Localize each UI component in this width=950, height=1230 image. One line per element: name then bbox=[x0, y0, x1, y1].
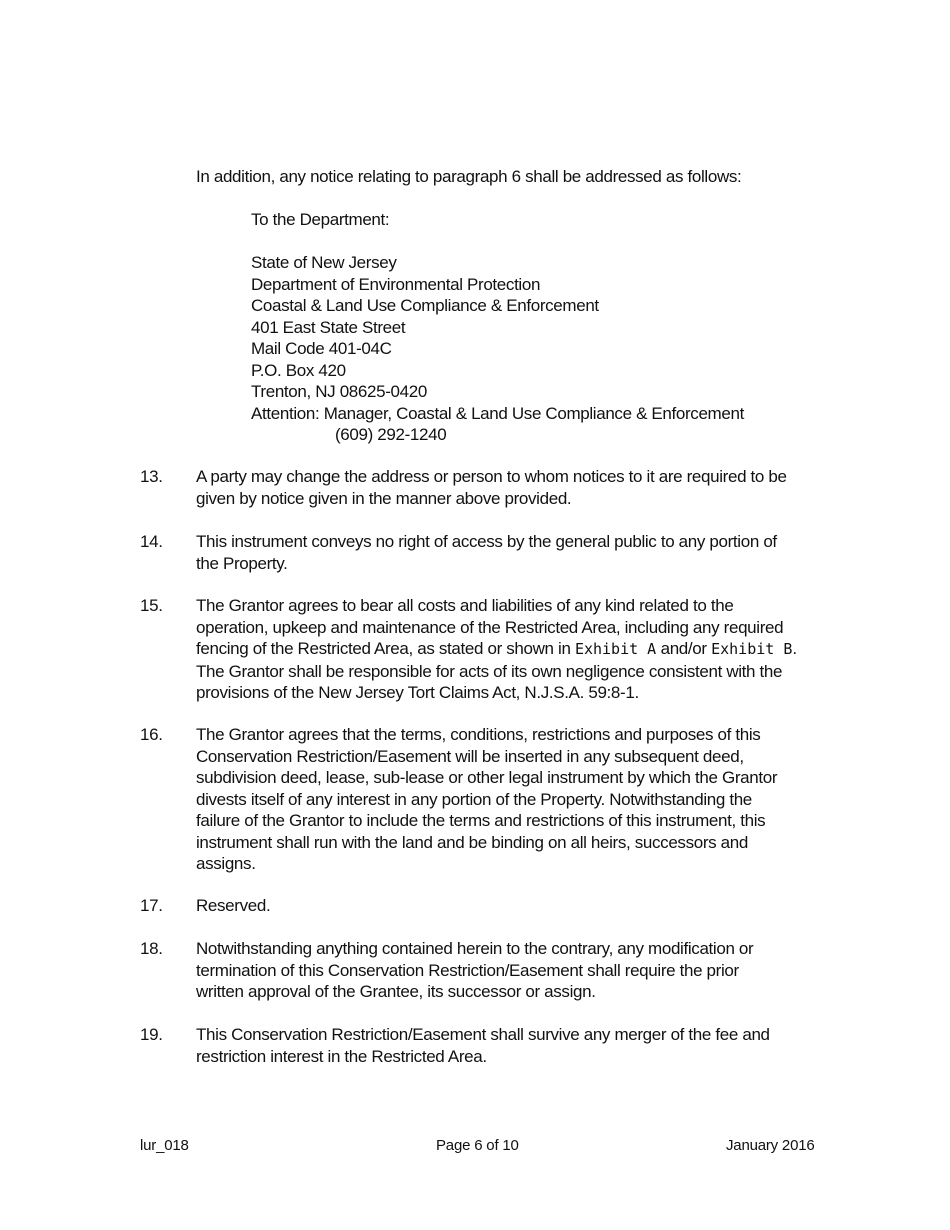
department-address bbox=[251, 252, 744, 446]
paragraph-text: and/or bbox=[656, 639, 712, 658]
paragraph-line: given by notice given in the manner above provided. bbox=[196, 488, 572, 508]
to-department-label: To the Department: bbox=[251, 210, 390, 229]
address-line: Department of Environmental Protection bbox=[251, 274, 541, 294]
paragraph-line: This instrument conveys no right of access by the general public to any portion of bbox=[196, 532, 777, 551]
paragraph-line: restriction interest in the Restricted Area. bbox=[196, 1046, 487, 1066]
address-phone: (609) 292-1240 bbox=[335, 425, 447, 444]
paragraph-body bbox=[196, 466, 787, 509]
paragraph-line: provisions of the New Jersey Tort Claims Act, N.J.S.A. 59:8-1. bbox=[196, 683, 639, 702]
paragraph-body bbox=[196, 938, 753, 1003]
paragraph-number: 13. bbox=[140, 467, 163, 486]
paragraph-body bbox=[196, 531, 777, 574]
paragraph-line: termination of this Conservation Restriction/Easement shall require the prior bbox=[196, 960, 739, 980]
paragraph-text: fencing of the Restricted Area, as stated or shown in bbox=[196, 639, 575, 658]
paragraph-line: The Grantor agrees to bear all costs and liabilities of any kind related to the bbox=[196, 596, 734, 615]
footer-doc-id: lur_018 bbox=[140, 1137, 189, 1154]
paragraph-number: 14. bbox=[140, 532, 163, 551]
exhibit-a-reference: Exhibit A bbox=[574, 640, 657, 658]
paragraph-line: failure of the Grantor to include the terms and restrictions of this instrument, this bbox=[196, 811, 766, 830]
paragraph-line: A party may change the address or person to whom notices to it are required to be bbox=[196, 467, 787, 486]
paragraph-line bbox=[196, 638, 797, 661]
paragraph-line: Notwithstanding anything contained herein to the contrary, any modification or bbox=[196, 939, 754, 958]
paragraph-line: assigns. bbox=[196, 854, 256, 873]
paragraph-number: 15. bbox=[140, 596, 163, 615]
paragraph-text: . bbox=[792, 639, 797, 658]
address-line: Trenton, NJ 08625-0420 bbox=[251, 382, 427, 401]
paragraph-number: 19. bbox=[140, 1025, 163, 1044]
paragraph-body bbox=[196, 595, 797, 704]
paragraph-line: Conservation Restriction/Easement will be inserted in any subsequent deed, bbox=[196, 746, 744, 766]
paragraph-body bbox=[196, 1024, 770, 1067]
paragraph-number: 18. bbox=[140, 939, 163, 958]
paragraph-number: 16. bbox=[140, 725, 163, 744]
address-line: State of New Jersey bbox=[251, 253, 397, 272]
paragraph-line: This Conservation Restriction/Easement shall survive any merger of the fee and bbox=[196, 1025, 770, 1044]
paragraph-line: The Grantor shall be responsible for acts of its own negligence consistent with the bbox=[196, 661, 783, 681]
paragraph-line: the Property. bbox=[196, 553, 288, 573]
paragraph-line: written approval of the Grantee, its successor or assign. bbox=[196, 982, 596, 1001]
address-attention: Attention: Manager, Coastal & Land Use Compliance & Enforcement bbox=[251, 403, 744, 423]
paragraph-line: operation, upkeep and maintenance of the Restricted Area, including any required bbox=[196, 617, 784, 637]
paragraph-line: Reserved. bbox=[196, 896, 271, 915]
notice-intro: In addition, any notice relating to paragraph 6 shall be addressed as follows: bbox=[196, 167, 742, 186]
paragraph-line: instrument shall run with the land and be binding on all heirs, successors and bbox=[196, 832, 748, 852]
paragraph-line: divests itself of any interest in any portion of the Property. Notwithstanding the bbox=[196, 789, 752, 809]
exhibit-b-reference: Exhibit B bbox=[711, 640, 793, 658]
footer-date: January 2016 bbox=[726, 1137, 815, 1154]
address-line: Coastal & Land Use Compliance & Enforcement bbox=[251, 296, 599, 315]
paragraph-body bbox=[196, 895, 270, 917]
paragraph-body bbox=[196, 724, 777, 875]
paragraph-number: 17. bbox=[140, 896, 163, 915]
paragraph-line: subdivision deed, lease, sub-lease or other legal instrument by which the Grantor bbox=[196, 768, 778, 787]
paragraph-line: The Grantor agrees that the terms, conditions, restrictions and purposes of this bbox=[196, 725, 761, 744]
address-line: P.O. Box 420 bbox=[251, 360, 346, 380]
footer-page-number: Page 6 of 10 bbox=[436, 1137, 519, 1154]
address-line: 401 East State Street bbox=[251, 317, 406, 337]
address-line: Mail Code 401-04C bbox=[251, 339, 392, 358]
